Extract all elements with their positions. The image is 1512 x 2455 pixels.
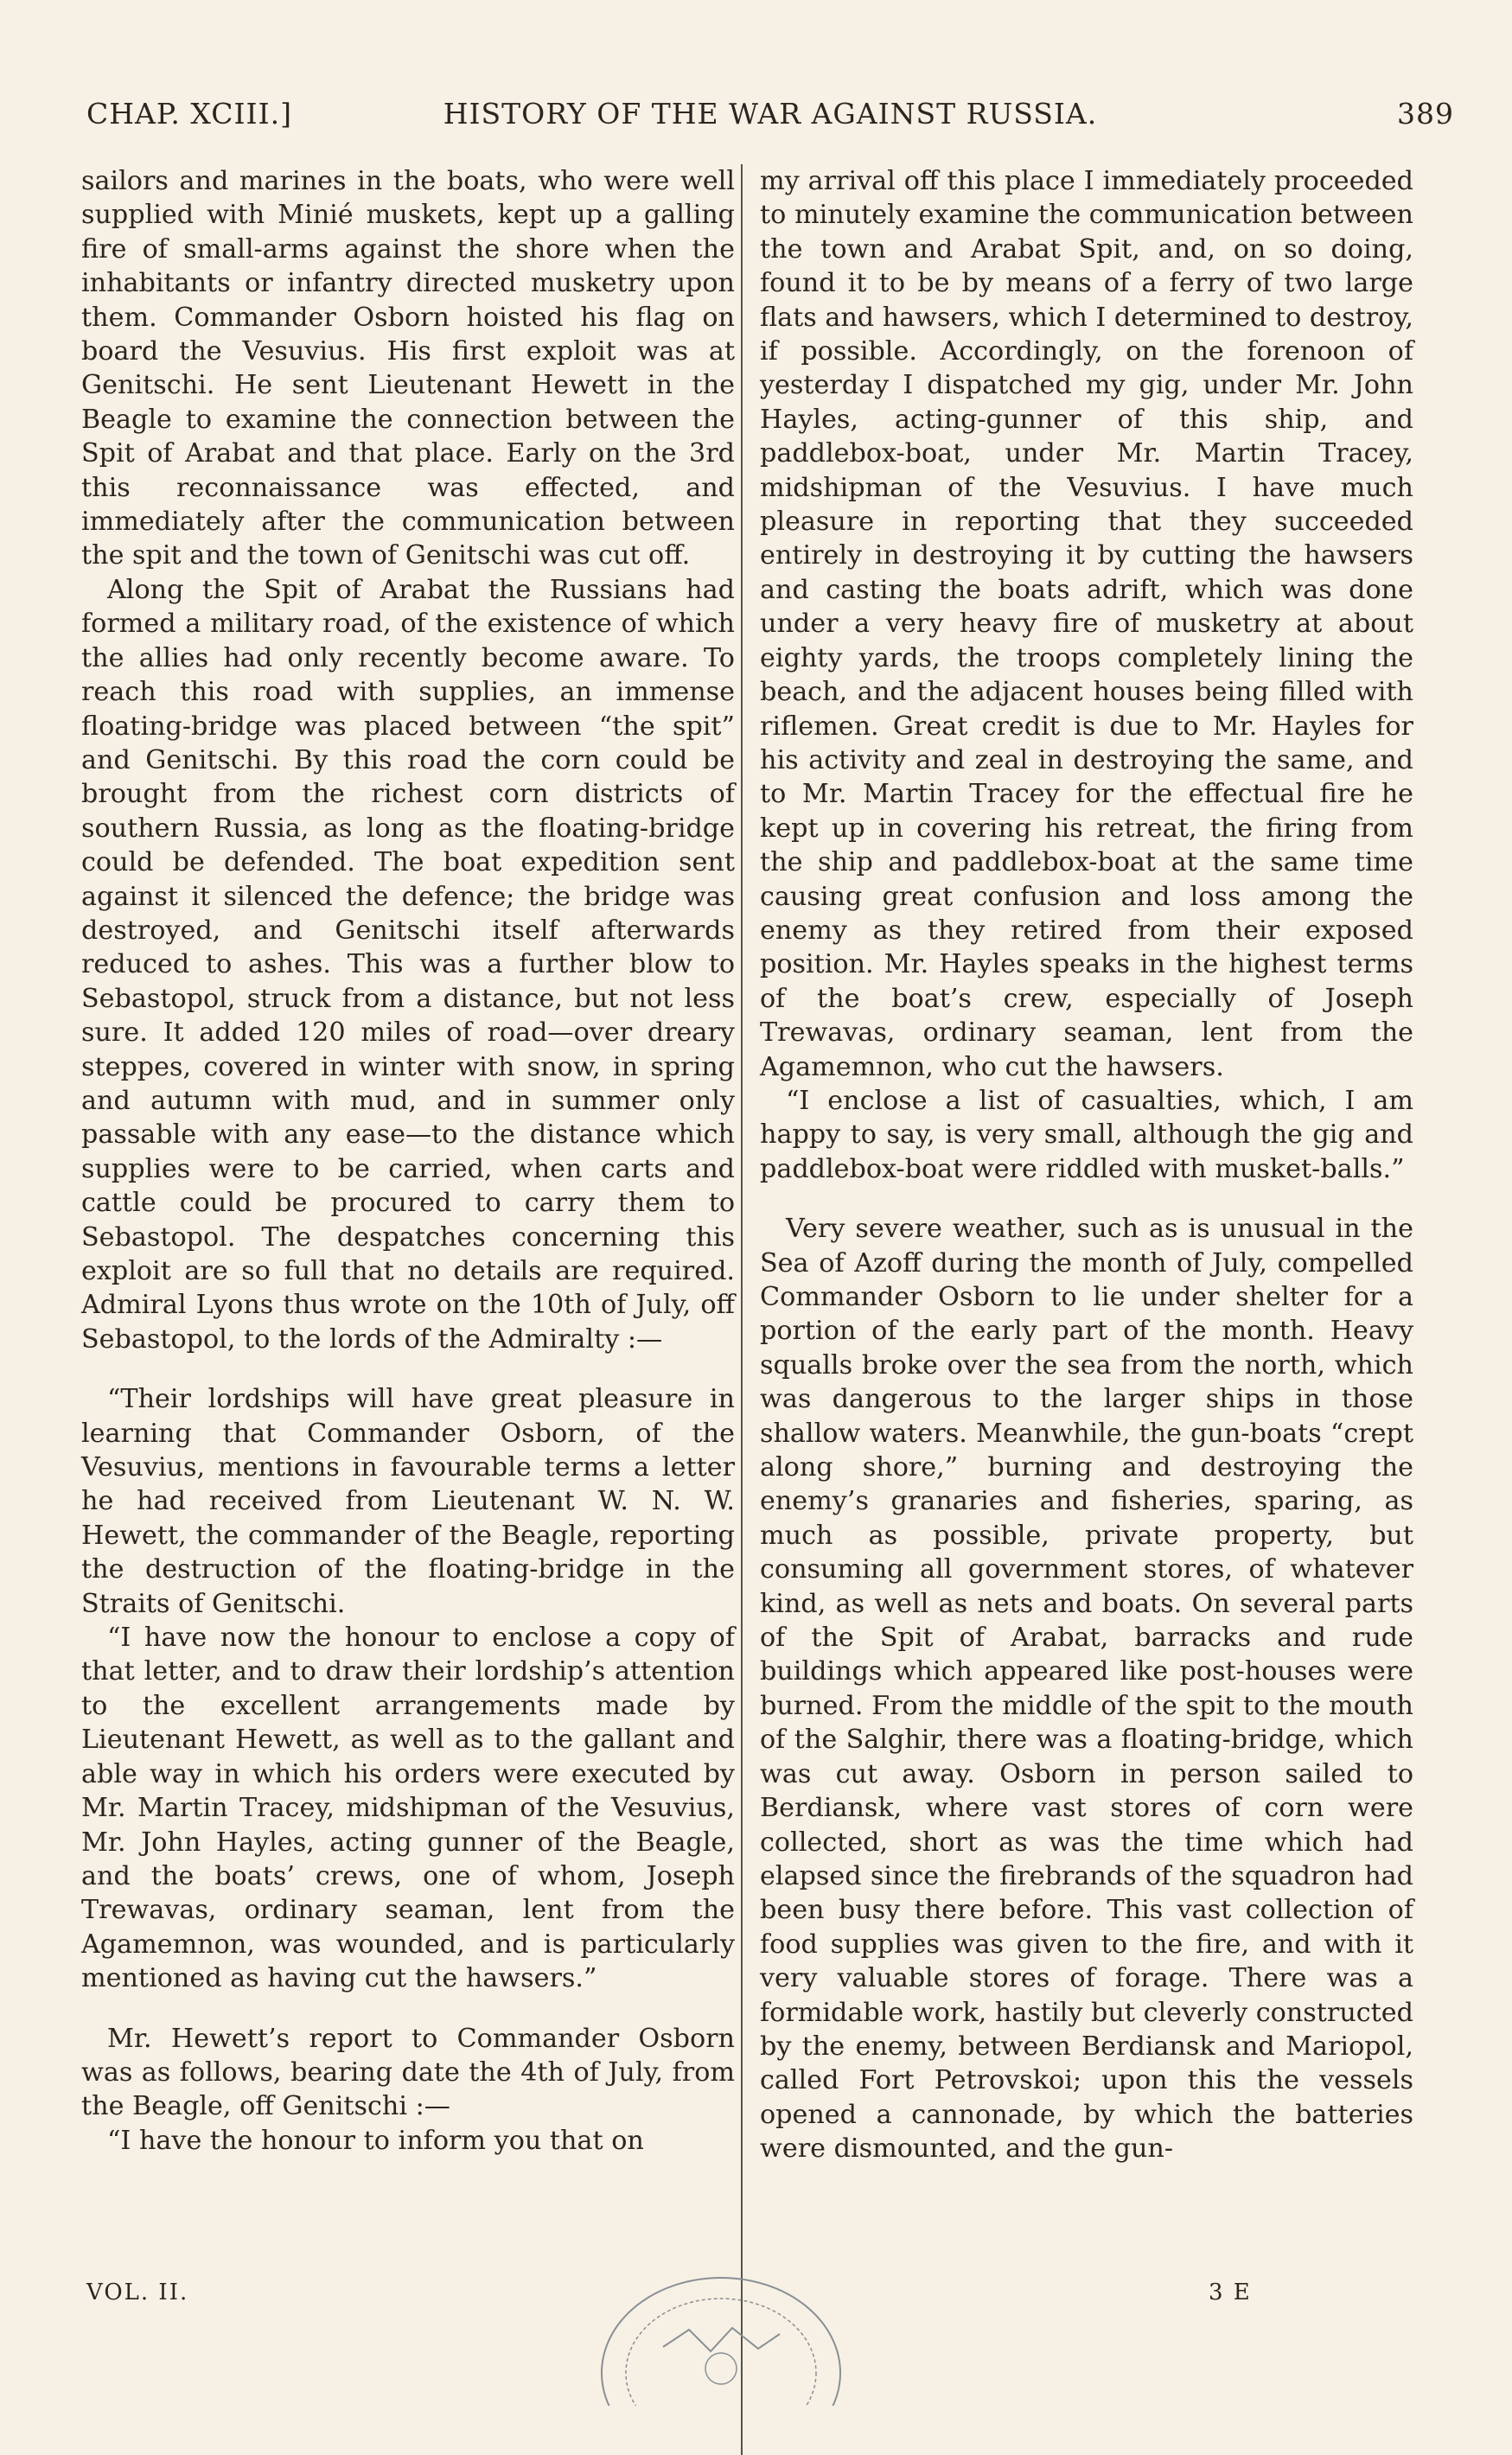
quote-paragraph: “I have the honour to inform you that on xyxy=(107,2125,644,2156)
chapter-label: CHAP. XCIII.] xyxy=(86,97,292,131)
library-stamp-icon xyxy=(594,2269,848,2406)
column-divider xyxy=(741,164,743,2455)
quote-paragraph: “I enclose a list of casualties, which, I am happy to say, is very small, although the gig and paddlebox-boat were riddled with musket-balls.” xyxy=(760,1085,1413,1184)
paragraph: Along the Spit of Arabat the Russians had formed a military road, of the existence of which the allies had only recently become aware. To reach this road with supplies, an immense floating-bridge was placed between “the spit” and Genitschi. By this road the corn could be brought from the richest corn districts of southern Russia, as long as the floating-bridge could be defended. The boat expedition sent against it silenced the defence; the bridge was destroyed, and Genitschi itself afterwards reduced to ashes. This was a further blow to Sebastopol, struck from a distance, but not less sure. It added 120 miles of road—over dreary steppes, covered in winter with snow, in spring and autumn with mud, and in summer only passable with any ease—to the distance which supplies were to be carried, when carts and cattle could be procured to carry them to Sebastopol. The despatches concerning this exploit are so full that no details are required. Admiral Lyons thus wrote on the 10th of July, off Sebastopol, to the lords of the Admiralty :— xyxy=(81,574,735,1355)
paragraph: Mr. Hewett’s report to Commander Osborn was as follows, bearing date the 4th of July, from the Beagle, off Genitschi :— xyxy=(81,2023,735,2122)
quote-paragraph: “I have now the honour to enclose a copy of that letter, and to draw their lordship’s attention to the excellent arrangements made by Lieutenant Hewett, as well as to the gallant and able way in which his orders were executed by Mr. Martin Tracey, midshipman of the Vesuvius, Mr. John Hayles, acting gunner of the Beagle, and the boats’ crews, one of whom, Joseph Trewavas, ordinary seaman, lent from the Agamemnon, was wounded, and is particularly mentioned as having cut the hawsers.” xyxy=(81,1623,735,1994)
volume-label: VOL. II. xyxy=(86,2280,189,2305)
signature-mark: 3 E xyxy=(1209,2280,1252,2305)
page-number: 389 xyxy=(1397,97,1454,131)
right-column xyxy=(760,164,1413,2166)
paragraph: my arrival off this place I immediately proceeded to minutely examine the communication between the town and Arabat Spit, and, on so doing, found it to be by means of a ferry of two large flats and hawsers, which I determined to destroy, if possible. Accordingly, on the forenoon of yesterday I dispatched my gig, under Mr. John Hayles, acting-gunner of this ship, and paddlebox-boat, under Mr. Martin Tracey, midshipman of the Vesuvius. I have much pleasure in reporting that they succeeded entirely in destroying it by cutting the hawsers and casting the boats adrift, which was done under a very heavy fire of musketry at about eighty yards, the troops completely lining the beach, and the adjacent houses being filled with riflemen. Great credit is due to Mr. Hayles for his activity and zeal in destroying the same, and to Mr. Martin Tracey for the effectual fire he kept up in covering his retreat, the firing from the ship and paddlebox-boat at the same time causing great confusion and loss among the enemy as they retired from their exposed position. Mr. Hayles speaks in the highest terms of the boat’s crew, especially of Joseph Trewavas, ordinary seaman, lent from the Agamemnon, who cut the hawsers. xyxy=(760,166,1413,1082)
page-title: HISTORY OF THE WAR AGAINST RUSSIA. xyxy=(443,97,1098,131)
running-header xyxy=(86,97,1454,149)
quote-paragraph: “Their lordships will have great pleasure in learning that Commander Osborn, of the Vesuvius, mentions in favourable terms a letter he had received from Lieutenant W. N. W. Hewett, the commander of the Beagle, reporting the destruction of the floating-bridge in the Straits of Genitschi. xyxy=(81,1384,735,1619)
paragraph: sailors and marines in the boats, who were well supplied with Minié muskets, kept up a galling fire of small-arms against the shore when the inhabitants or infantry directed musketry upon them. Commander Osborn hoisted his flag on board the Vesuvius. His first exploit was at Genitschi. He sent Lieutenant Hewett in the Beagle to examine the connection between the Spit of Arabat and that place. Early on the 3rd this reconnaissance was effected, and immediately after the communication between the spit and the town of Genitschi was cut off. xyxy=(81,166,735,571)
paragraph: Very severe weather, such as is unusual in the Sea of Azoff during the month of July, compelled Commander Osborn to lie under shelter for a portion of the early part of the month. Heavy squalls broke over the sea from the north, which was dangerous to the larger ships in those shallow waters. Meanwhile, the gun-boats “crept along shore,” burning and destroying the enemy’s granaries and fisheries, sparing, as much as possible, private property, but consuming all government stores, of whatever kind, as well as nets and boats. On several parts of the Spit of Arabat, barracks and rude buildings which appeared like post-houses were burned. From the middle of the spit to the mouth of the Salghir, there was a floating-bridge, which was cut away. Osborn in person sailed to Berdiansk, where vast stores of corn were collected, short as was the time which had elapsed since the firebrands of the squadron had been busy there before. This vast collection of food supplies was given to the fire, and with it very valuable stores of forage. There was a formidable work, hastily but cleverly constructed by the enemy, between Berdiansk and Mariopol, called Fort Petrovskoi; upon this the vessels opened a cannonade, by which the batteries were dismounted, and the gun- xyxy=(760,1214,1413,2165)
left-column xyxy=(81,164,735,2158)
